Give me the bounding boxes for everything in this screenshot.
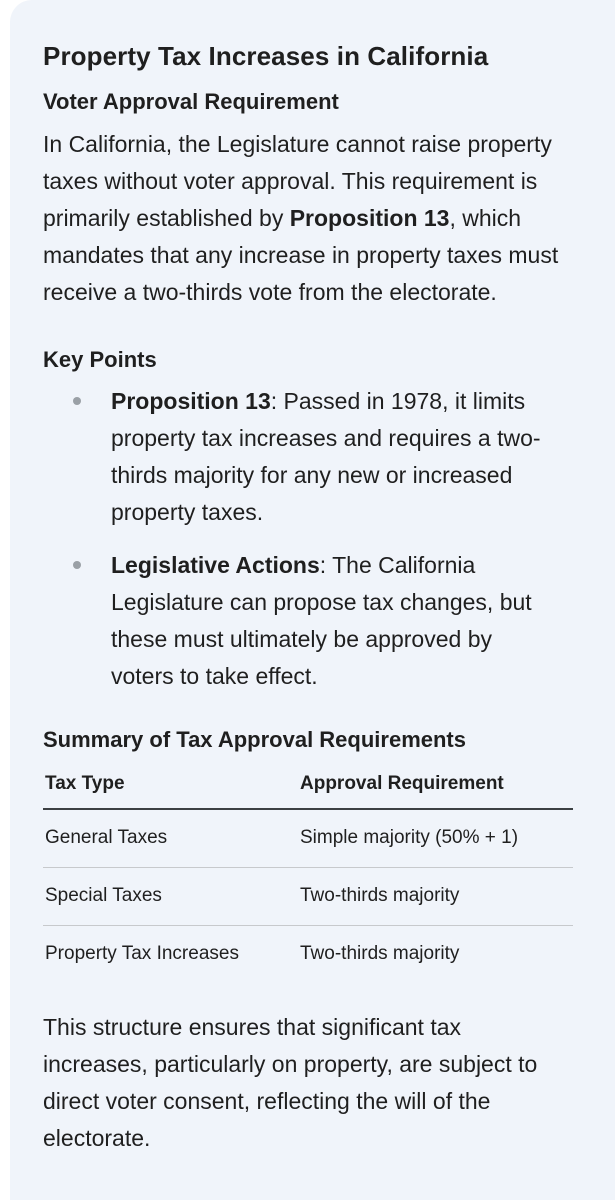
list-item <box>43 383 551 531</box>
table-row <box>43 926 573 984</box>
list-item-text: : The California Legislature can propose tax changes, but these must ultimately be approved by voters to take effect. <box>111 552 532 689</box>
bullet-icon <box>73 561 81 569</box>
list-item <box>43 547 551 695</box>
response-content <box>43 38 588 1157</box>
key-points-list <box>43 383 588 695</box>
list-item-text: : Passed in 1978, it limits property tax increases and requires a two-thirds majority for any new or increased property taxes. <box>111 388 541 525</box>
tax-approval-table <box>43 773 573 983</box>
table-cell: Simple majority (50% + 1) <box>298 809 573 868</box>
table-row <box>43 868 573 926</box>
section-heading-voter-approval: Voter Approval Requirement <box>43 89 339 114</box>
intro-text-after: , which mandates that any increase in property taxes must receive a two-thirds vote from the electorate. <box>43 205 559 305</box>
table-cell: Special Taxes <box>43 868 298 926</box>
table-row <box>43 809 573 868</box>
table-cell: General Taxes <box>43 809 298 868</box>
intro-paragraph <box>43 126 568 311</box>
closing-paragraph: This structure ensures that significant tax increases, particularly on property, are subject to direct voter consent, reflecting the will of the electorate. <box>43 1014 538 1151</box>
table-header-approval-requirement: Approval Requirement <box>298 773 573 809</box>
list-item-bold: Legislative Actions <box>111 552 320 578</box>
table-cell: Two-thirds majority <box>298 868 573 926</box>
table-cell: Property Tax Increases <box>45 943 239 964</box>
intro-text-before: In California, the Legislature cannot raise property taxes without voter approval. This requirement is primarily established by <box>43 131 552 231</box>
table-header-tax-type: Tax Type <box>43 773 298 809</box>
list-item-bold: Proposition 13 <box>111 388 271 414</box>
section-heading-summary: Summary of Tax Approval Requirements <box>43 727 466 752</box>
response-card <box>10 0 615 1200</box>
table-cell: Two-thirds majority <box>300 943 460 964</box>
intro-bold-term: Proposition 13 <box>289 205 450 231</box>
table-header-row <box>43 773 573 809</box>
bullet-icon <box>73 397 81 405</box>
page-title: Property Tax Increases in California <box>43 41 489 71</box>
section-heading-key-points: Key Points <box>43 347 157 372</box>
